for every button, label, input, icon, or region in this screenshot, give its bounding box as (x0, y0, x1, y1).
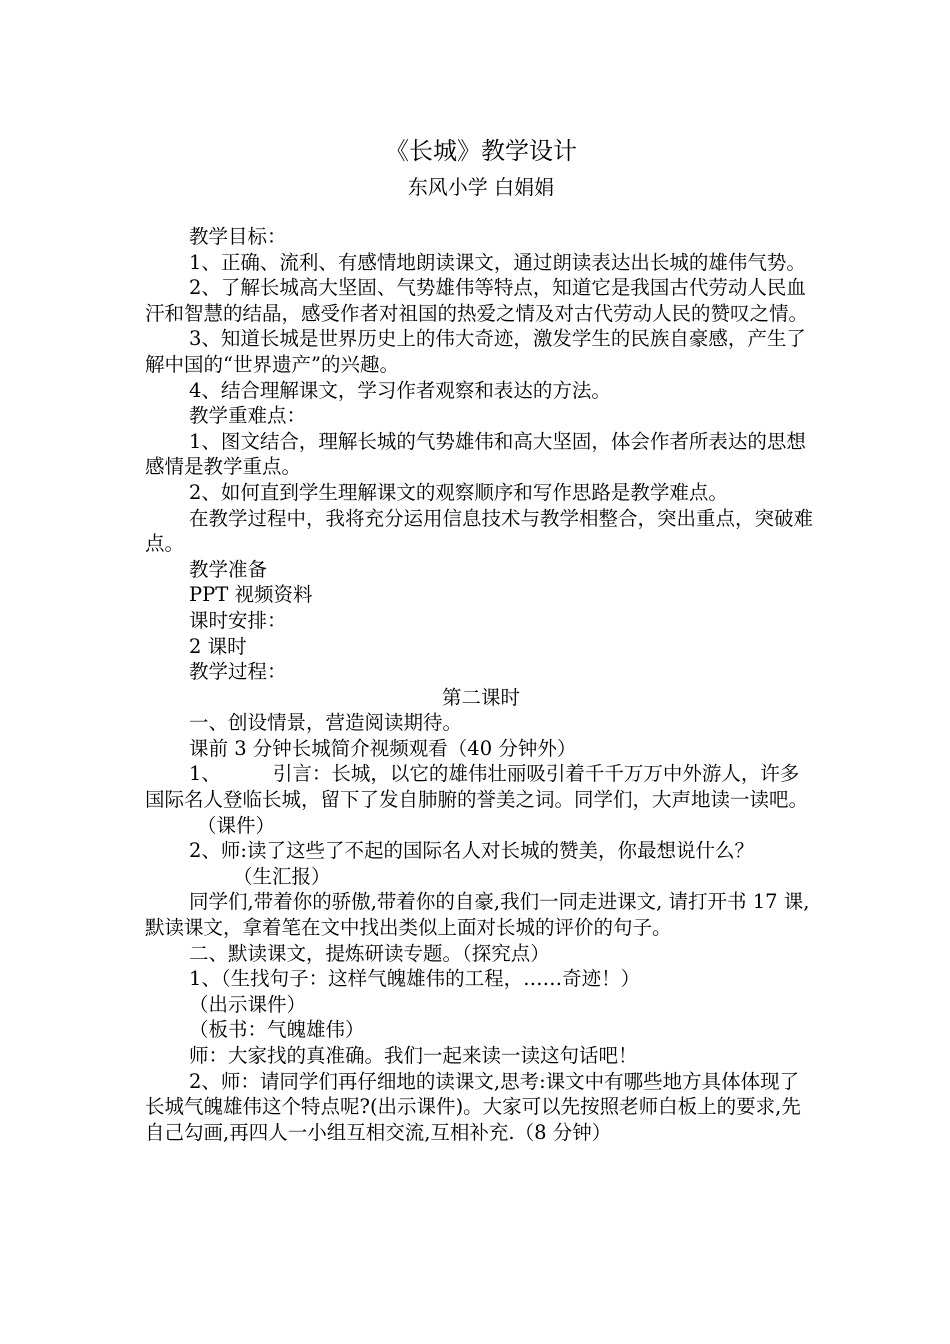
step-1-heading: 一、创设情景，营造阅读期待。 (189, 711, 463, 735)
courseware-note: （课件） (197, 813, 276, 837)
item-text: 引言：长城，以它的雄伟壮丽吸引着千千万万中外游人，许多国际名人登临长城，留下了发自肺腑的誉美之词。同学们，大声地读一读吧。 (145, 762, 809, 812)
schedule-value: 2 课时 (189, 634, 247, 658)
document-body (145, 224, 817, 1145)
document-page (145, 134, 817, 1145)
document-title: 《长城》教学设计 (385, 137, 577, 165)
student-report-note: （生汇报） (233, 864, 331, 888)
section-heading-process: 教学过程： (189, 660, 287, 684)
section-heading-key-points: 教学重难点： (189, 404, 307, 428)
step-2-item-1: 1、（生找句子：这样气魄雄伟的工程，……奇迹！） (189, 967, 641, 991)
section-heading-schedule: 课时安排： (189, 608, 287, 632)
section-heading-preparation: 教学准备 (189, 557, 268, 581)
preparation-materials: PPT 视频资料 (189, 583, 313, 607)
lesson-heading: 第二课时 (441, 685, 520, 709)
step-1-transition: 同学们,带着你的骄傲,带着你的自豪,我们一同走进课文, 请打开书 17 课,默读课文，拿着笔在文中找出类似上面对长城的评价的句子。 (145, 890, 810, 940)
document-author: 东风小学 白娟娟 (407, 175, 555, 199)
objective-2: 2、了解长城高大坚固、气势雄伟等特点，知道它是我国古代劳动人民血汗和智慧的结晶，感受作者对祖国的热爱之情及对古代劳动人民的赞叹之情。 (145, 276, 809, 325)
objective-3: 3、知道长城是世界历史上的伟大奇迹，激发学生的民族自豪感，产生了解中国的“世界遗产”的兴趣。 (145, 327, 806, 376)
key-point-1: 1、图文结合，理解长城的气势雄伟和高大坚固，体会作者所表达的思想感情是教学重点。 (145, 429, 806, 479)
key-point-2: 2、如何直到学生理解课文的观察顺序和写作思路是教学难点。 (189, 480, 728, 504)
step-1-item-1 (145, 761, 817, 812)
step-2-item-2: 2、师：请同学们再仔细地的读课文,思考:课文中有哪些地方具体体现了长城气魄雄伟这个特点呢?(出示课件)。大家可以先按照老师白板上的要求,先自己勾画,再四人一小组互相交流,互相补充.（8 分钟） (145, 1069, 801, 1144)
teacher-remark: 师：大家找的真准确。我们一起来读一读这句话吧！ (189, 1044, 638, 1067)
key-point-note: 在教学过程中，我将充分运用信息技术与教学相整合，突出重点，突破难点。 (145, 506, 814, 556)
blackboard-note: （板书：气魄雄伟） (189, 1018, 365, 1042)
show-courseware-note: （出示课件） (189, 992, 307, 1016)
step-1-item-2: 2、师:读了这些了不起的国际名人对长城的赞美，你最想说什么？ (189, 839, 754, 863)
item-number: 1、 (189, 762, 221, 786)
step-2-heading: 二、默读课文，提炼研读专题。（探究点） (189, 941, 550, 965)
step-1-video-note: 课前 3 分钟长城简介视频观看（40 分钟外） (189, 736, 577, 760)
section-heading-objectives: 教学目标： (189, 225, 287, 248)
objective-1: 1、正确、流利、有感情地朗读课文，通过朗读表达出长城的雄伟气势。 (189, 250, 806, 274)
objective-4: 4、结合理解课文，学习作者观察和表达的方法。 (189, 378, 611, 402)
